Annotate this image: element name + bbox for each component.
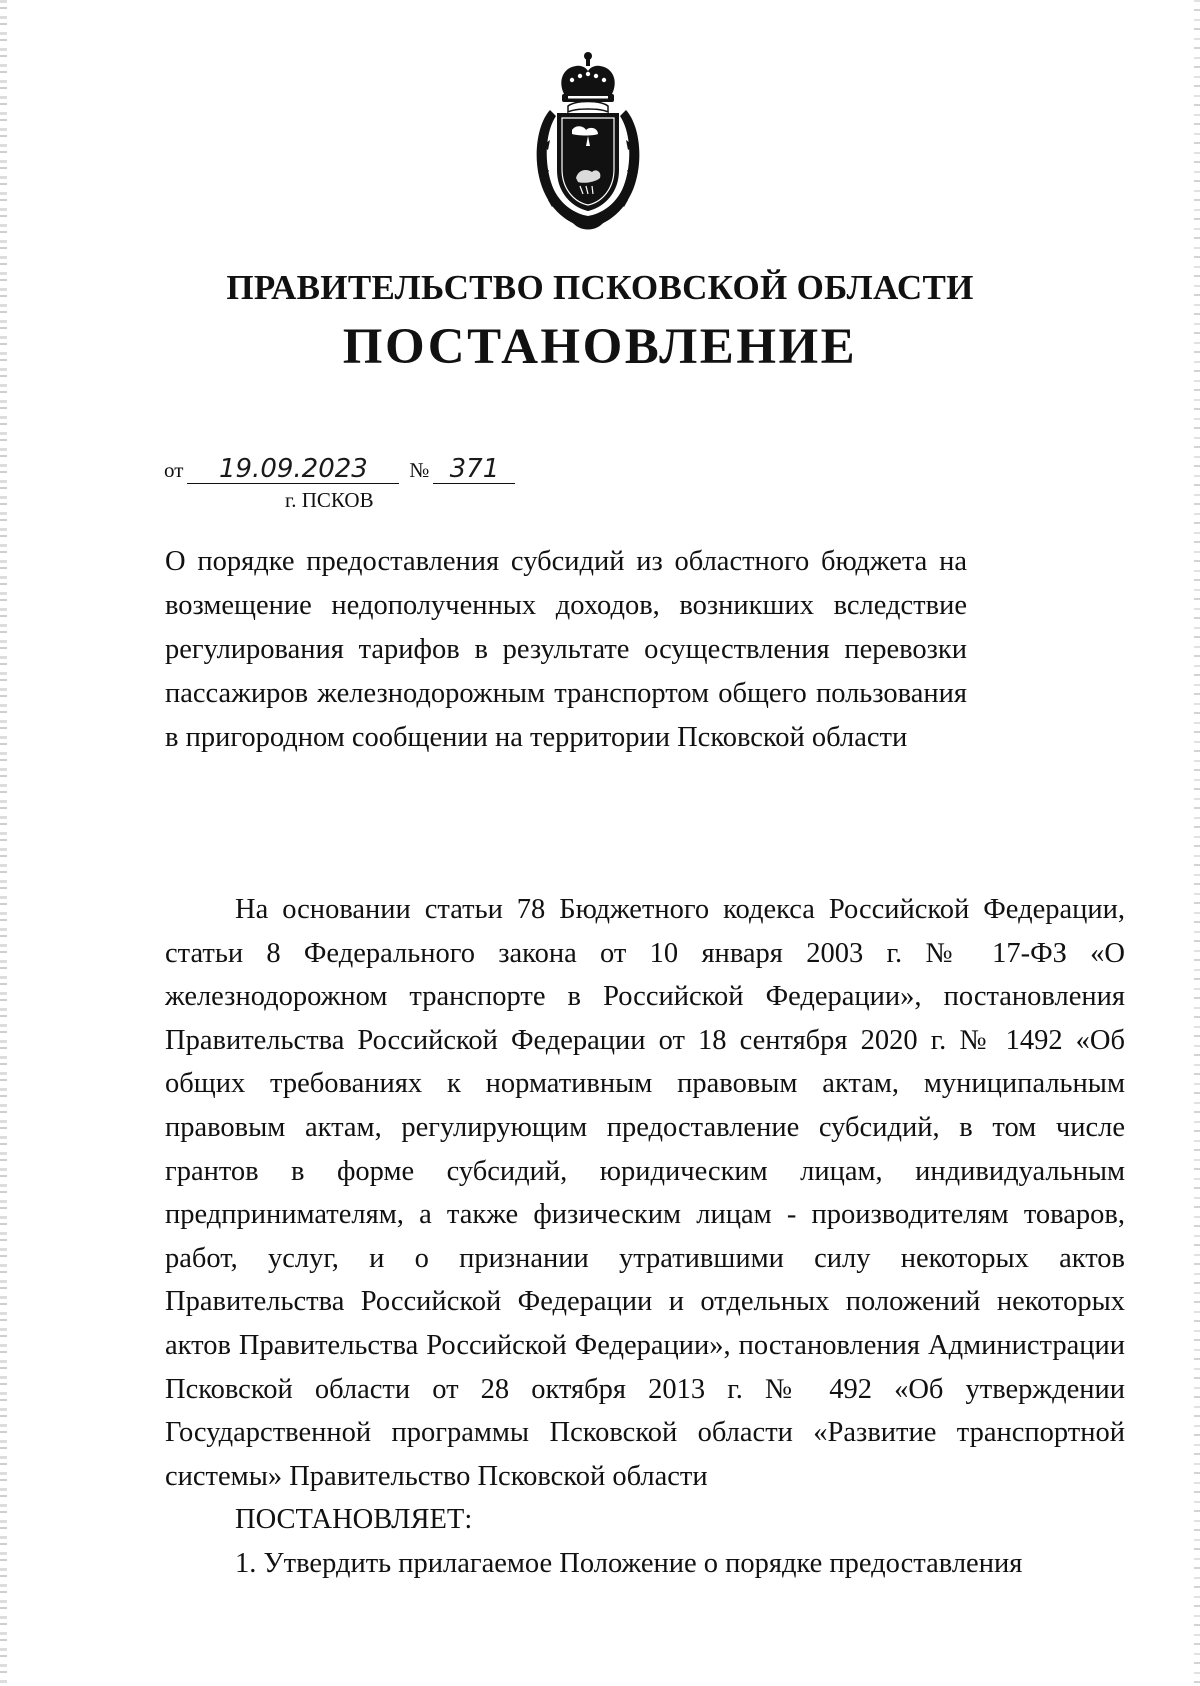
government-name: ПРАВИТЕЛЬСТВО ПСКОВСКОЙ ОБЛАСТИ <box>226 268 974 307</box>
scan-edge-right <box>1194 0 1200 1686</box>
date-number-row <box>164 456 515 484</box>
document-subject: О порядке предоставления субсидий из областного бюджета на возмещение недополученных доходов, возникших вследствие регулирования тарифов в результате осуществления перевозки пассажиров железнодорожным транспортом общего пользования в пригородном сообщении на территории Псковской области <box>165 546 967 753</box>
pskov-coat-of-arms-icon <box>528 50 648 238</box>
preamble-text: На основании статьи 78 Бюджетного кодекса Российской Федерации, статьи 8 Федерального закона от 10 января 2003 г. № 17-ФЗ «О железнодорожном транспорте в Российской Федерации», постановления Правительства Российской Федерации от 18 сентября 2020 г. № 1492 «Об общих требованиях к нормативным правовым актам, муниципальным правовым актам, регулирующим предоставление субсидий, в том числе грантов в форме субсидий, юридическим лицам, индивидуальным предпринимателям, а также физическим лицам - производителям товаров, работ, услуг, и о признании утратившими силу некоторых актов Правительства Российской Федерации и отдельных положений некоторых актов Правительства Российской Федерации», постановления Администрации Псковской области от 28 октября 2013 г. № 492 «Об утверждении Государственной программы Псковской области «Развитие транспортной системы» Правительство Псковской области <box>165 894 1125 1492</box>
preamble-paragraph <box>165 888 1125 1498</box>
number-prefix-label: № <box>409 458 430 482</box>
scan-edge-left <box>0 0 7 1686</box>
document-body <box>165 888 1125 1586</box>
document-type-title: ПОСТАНОВЛЕНИЕ <box>342 319 858 375</box>
item-1-paragraph: 1. Утвердить прилагаемое Положение о порядке предоставления <box>235 1547 1023 1579</box>
resolves-label: ПОСТАНОВЛЯЕТ: <box>235 1504 473 1536</box>
handwritten-number: 371 <box>433 456 515 484</box>
handwritten-date: 19.09.2023 <box>187 456 399 484</box>
city-label: г. ПСКОВ <box>285 488 374 512</box>
date-prefix-label: от <box>164 458 184 482</box>
